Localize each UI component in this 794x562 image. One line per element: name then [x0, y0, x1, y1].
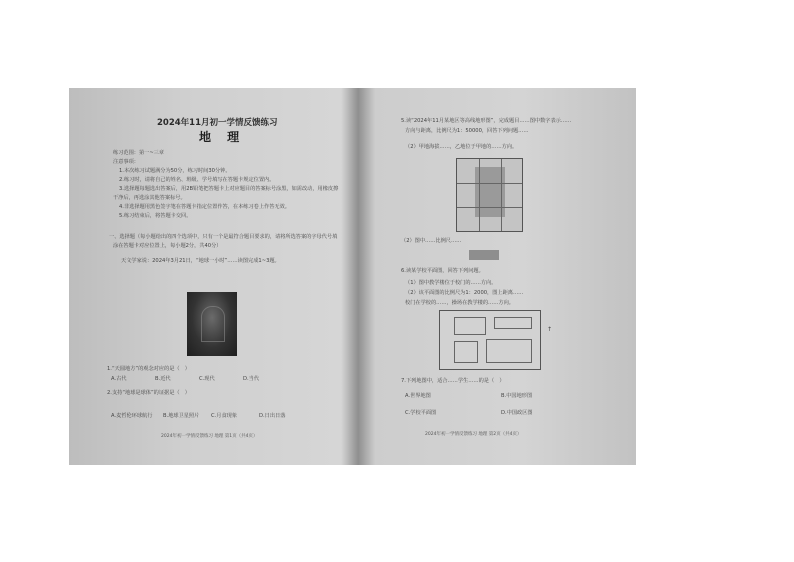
q1-option-a: A.古代 [111, 376, 127, 382]
grid-line [501, 159, 502, 231]
grid-line [457, 207, 522, 208]
left-page-footer: 2024年初一学情反馈练习 地理 第1页（共4页） [161, 434, 258, 439]
q7-option-d: D.中国政区图 [501, 410, 533, 416]
right-text-line: 5.读“2024年11月某地区等高线地形图”，完成题目……图中数字表示…… [401, 118, 572, 124]
map-legend-swatch [469, 250, 499, 260]
building-block [454, 317, 486, 335]
right-text-line: 方向与距离，比例尺为1：50000，回答下列问题…… [405, 128, 529, 134]
school-plan-map [439, 310, 541, 370]
q7-option-b: B.中国地形图 [501, 393, 533, 399]
notice-line: 干净后，再选涂其他答案标号。 [113, 195, 186, 201]
q6-part-1: （1）图中教学楼位于校门的……方向。 [405, 280, 497, 286]
question-2: 2.支持“地球是球体”的证据是（ ） [107, 390, 190, 396]
question-7: 7.下列地图中，适合……学生……的是（ ） [401, 378, 505, 384]
stele-photo [187, 292, 237, 356]
building-block [486, 339, 532, 363]
question-intro: 天文学家说：2024年3月21日，“地球一小时”……读图完成1~3题。 [121, 258, 280, 264]
grid-line [457, 183, 522, 184]
q6-part-2: （2）该平面图的比例尺为1：2000，图上距离…… [405, 290, 524, 296]
q2-option-c: C.月食现象 [211, 413, 238, 419]
q7-option-c: C.学校平面图 [405, 410, 437, 416]
section-title: 一、选择题（每小题给出的四个选项中，只有一个是最符合题目要求的，请将所选答案的字母代号填 [109, 234, 338, 240]
q1-option-b: B.近代 [155, 376, 171, 382]
exam-title: 2024年11月初一学情反馈练习 [157, 118, 278, 128]
building-block [454, 341, 478, 363]
right-text-line: （2）甲地海拔……，乙地位于甲地的……方向。 [405, 144, 518, 150]
exam-scope: 练习范围：第一~三章 [113, 150, 165, 156]
q1-option-c: C.现代 [199, 376, 215, 382]
question-1: 1.“天圆地方”的观念对应的是（ ） [107, 366, 190, 372]
q6-part-3: 校门在学校的……，操场在教学楼的……方向。 [405, 300, 514, 306]
q1-option-d: D.当代 [243, 376, 260, 382]
notice-line: 2.练习时，请将自己的姓名、班级、学号填写在答题卡规定位置内。 [119, 177, 275, 183]
contour-map [456, 158, 523, 232]
exam-paper-photo [69, 88, 636, 465]
right-page-footer: 2024年初一学情反馈练习 地理 第2页（共4页） [425, 432, 522, 437]
notice-line: 1.本次练习试题满分为50分，练习时间30分钟。 [119, 168, 231, 174]
q2-option-d: D.日出日落 [259, 413, 286, 419]
q2-option-a: A.麦哲伦环球航行 [111, 413, 153, 419]
notice-line: 4.非选择题用黑色签字笔在答题卡指定位置作答，在本练习卷上作答无效。 [119, 204, 290, 210]
notice-label: 注意事项： [113, 159, 139, 165]
q2-option-b: B.地球卫星照片 [163, 413, 200, 419]
building-block [494, 317, 532, 329]
q7-option-a: A.世界地图 [405, 393, 431, 399]
grid-line [479, 159, 480, 231]
question-6: 6.读某学校平面图，回答下列问题。 [401, 268, 484, 274]
right-page [361, 88, 636, 465]
left-page [69, 88, 354, 465]
notice-line: 5.练习结束后，将答题卡交回。 [119, 213, 192, 219]
subject-title: 地 理 [199, 130, 246, 144]
north-arrow-icon: ↑ [547, 326, 553, 333]
notice-line: 3.选择题每题选出答案后，用2B铅笔把答题卡上对应题目的答案标号涂黑，如需改动，用橡皮擦 [119, 186, 339, 192]
map-caption: （2）图中……比例尺…… [401, 238, 462, 244]
section-title-cont: 涂在答题卡对应位置上，每小题2分，共40分） [113, 243, 222, 249]
